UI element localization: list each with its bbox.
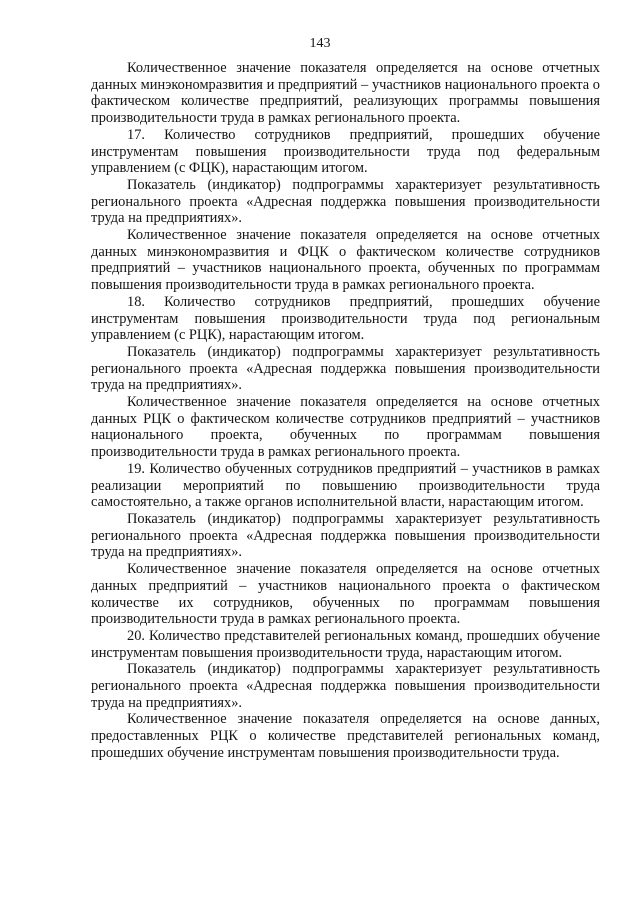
paragraph: Показатель (индикатор) подпрограммы характеризует результативность регионального проекта «Адресная поддержка повышения производительности труда на предприятиях». bbox=[91, 176, 600, 227]
paragraph: Количественное значение показателя определяется на основе данных, предоставленных РЦК о количестве представителей региональных команд, прошедших обучение инструментам повышения производительности труда. bbox=[91, 711, 600, 761]
paragraph: Показатель (индикатор) подпрограммы характеризует результативность регионального проекта «Адресная поддержка повышения производительности труда на предприятиях». bbox=[91, 661, 600, 711]
paragraph: Показатель (индикатор) подпрограммы характеризует результативность регионального проекта «Адресная поддержка повышения производительности труда на предприятиях». bbox=[91, 510, 600, 561]
paragraph: 20. Количество представителей региональных команд, прошедших обучение инструментам повышения производительности труда, нарастающим итогом. bbox=[91, 627, 600, 661]
page-number: 143 bbox=[309, 36, 331, 51]
paragraph: Показатель (индикатор) подпрограммы характеризует результативность регионального проекта «Адресная поддержка повышения производительности труда на предприятиях». bbox=[91, 343, 600, 394]
paragraph: 18. Количество сотрудников предприятий, прошедших обучение инструментам повышения производительности труда под региональным управлением (с РЦК), нарастающим итогом. bbox=[91, 293, 600, 344]
paragraph: Количественное значение показателя определяется на основе отчетных данных минэкономразвития и предприятий – участников национального проекта о фактическом количестве предприятий, реализующих программы повышения производительности труда в рамках регионального проекта. bbox=[91, 60, 600, 127]
paragraph: Количественное значение показателя определяется на основе отчетных данных РЦК о фактическом количестве сотрудников предприятий – участников национального проекта, обученных по программам повышения производительности труда в рамках регионального проекта. bbox=[91, 394, 600, 461]
paragraph: Количественное значение показателя определяется на основе отчетных данных предприятий – участников национального проекта о фактическом количестве их сотрудников, обученных по программам повышения производительности труда в рамках регионального проекта. bbox=[91, 561, 600, 628]
paragraph: 17. Количество сотрудников предприятий, прошедших обучение инструментам повышения производительности труда под федеральным управлением (с ФЦК), нарастающим итогом. bbox=[91, 126, 600, 177]
paragraph: Количественное значение показателя определяется на основе отчетных данных минэкономразвития и ФЦК о фактическом количестве сотрудников предприятий – участников национального проекта, обученных по программам повышения производительности труда в рамках регионального проекта. bbox=[91, 227, 600, 294]
document-body bbox=[91, 60, 600, 762]
paragraph: 19. Количество обученных сотрудников предприятий – участников в рамках реализации мероприятий по повышению производительности труда самостоятельно, а также органов исполнительной власти, нарастающим итогом. bbox=[91, 460, 600, 511]
